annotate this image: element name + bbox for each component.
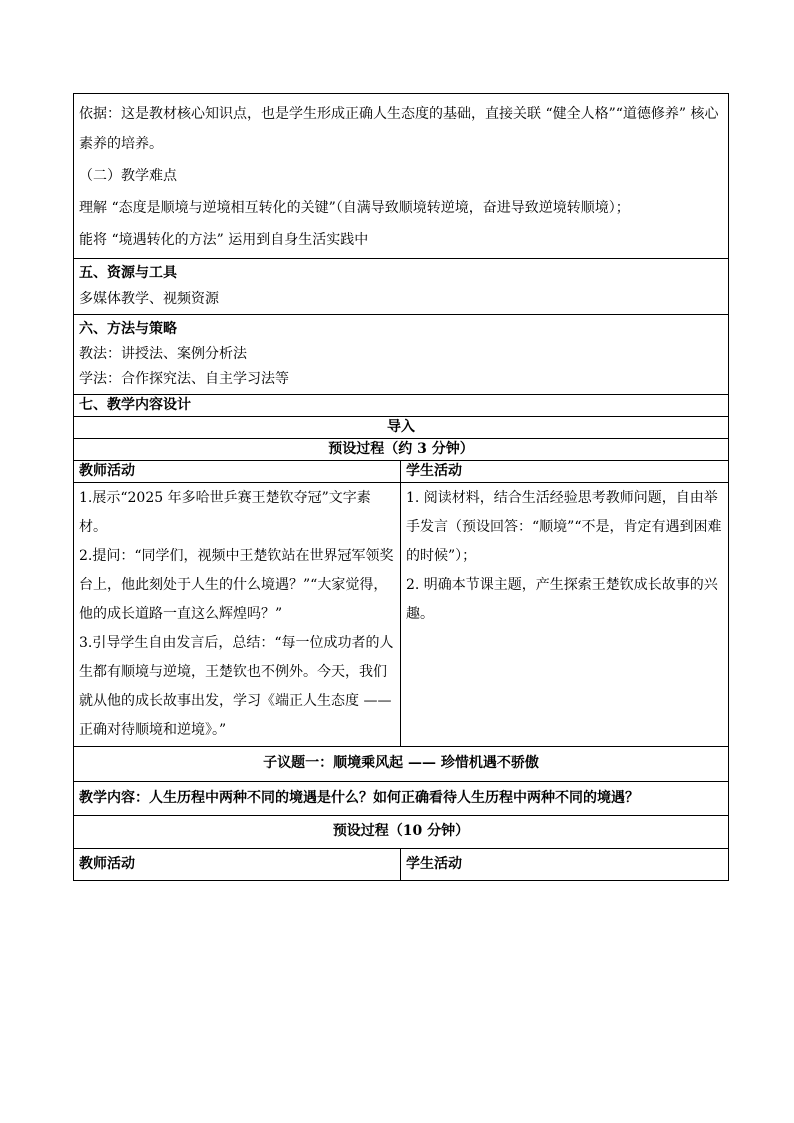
teacher-activity-cell — [74, 483, 401, 747]
sub-topic-row — [74, 747, 729, 782]
design-heading: 七、教学内容设计 — [74, 395, 729, 417]
design-heading-row — [74, 395, 729, 417]
resources-content: 多媒体教学、视频资源 — [79, 290, 219, 307]
difficulty-heading: （二）教学难点 — [79, 168, 177, 184]
lesson-plan-table — [73, 93, 729, 881]
student-activity-header-2: 学生活动 — [401, 848, 729, 881]
difficulty-item-2: 能将 “境遇转化的方法” 运用到自身生活实践中 — [79, 232, 369, 248]
learning-methods: 学法：合作探究法、自主学习法等 — [79, 371, 289, 387]
basis-text: 依据：这是教材核心知识点，也是学生形成正确人生态度的基础，直接关联 “健全人格”“道德修养” 核心素养的培养。 — [79, 106, 719, 152]
resources-heading: 五、资源与工具 — [79, 265, 177, 281]
teaching-content-row — [74, 781, 729, 816]
methods-row — [74, 315, 729, 395]
teacher-activity-header-2: 教师活动 — [74, 848, 401, 881]
student-item-1: 1. 阅读材料，结合生活经验思考教师问题，自由举手发言（预设回答：“顺境”“不是，肯定有遇到困难的时候”）； — [406, 490, 722, 564]
sub-topic-1: 子议题一：顺境乘风起 —— 珍惜机遇不骄傲 — [74, 747, 729, 782]
resources-cell — [74, 259, 729, 315]
intro-title-row — [74, 417, 729, 439]
basis-cell — [74, 94, 729, 259]
student-activity-cell — [401, 483, 729, 747]
difficulty-item-1: 理解 “态度是顺境与逆境相互转化的关键”（自满导致顺境转逆境，奋进导致逆境转顺境）； — [79, 200, 630, 216]
resources-row — [74, 259, 729, 315]
teaching-methods: 教法：讲授法、案例分析法 — [79, 346, 247, 362]
intro-process-row — [74, 439, 729, 461]
teacher-item-1: 1.展示“2025 年多哈世乒赛王楚钦夺冠”文字素材。 — [79, 490, 371, 535]
intro-process: 预设过程（约 3 分钟） — [74, 439, 729, 461]
activity-row — [74, 483, 729, 747]
intro-title: 导入 — [74, 417, 729, 439]
basis-row — [74, 94, 729, 259]
process-2-row — [74, 816, 729, 849]
activity-header-row-2 — [74, 848, 729, 881]
process-2: 预设过程（10 分钟） — [74, 816, 729, 849]
activity-header-row — [74, 461, 729, 483]
methods-heading: 六、方法与策略 — [79, 321, 177, 337]
methods-cell — [74, 315, 729, 395]
teaching-content: 教学内容：人生历程中两种不同的境遇是什么？如何正确看待人生历程中两种不同的境遇？ — [74, 781, 729, 816]
teacher-item-2: 2.提问：“同学们，视频中王楚钦站在世界冠军领奖台上，他此刻处于人生的什么境遇？”“大家觉得，他的成长道路一直这么辉煌吗？” — [79, 548, 394, 622]
teacher-item-3: 3.引导学生自由发言后，总结：“每一位成功者的人生都有顺境与逆境，王楚钦也不例外。今天，我们就从他的成长故事出发，学习《端正人生态度 —— 正确对待顺境和逆境》。” — [79, 635, 394, 738]
student-activity-header: 学生活动 — [401, 461, 729, 483]
student-item-2: 2. 明确本节课主题，产生探索王楚钦成长故事的兴趣。 — [406, 577, 718, 622]
teacher-activity-header: 教师活动 — [74, 461, 401, 483]
